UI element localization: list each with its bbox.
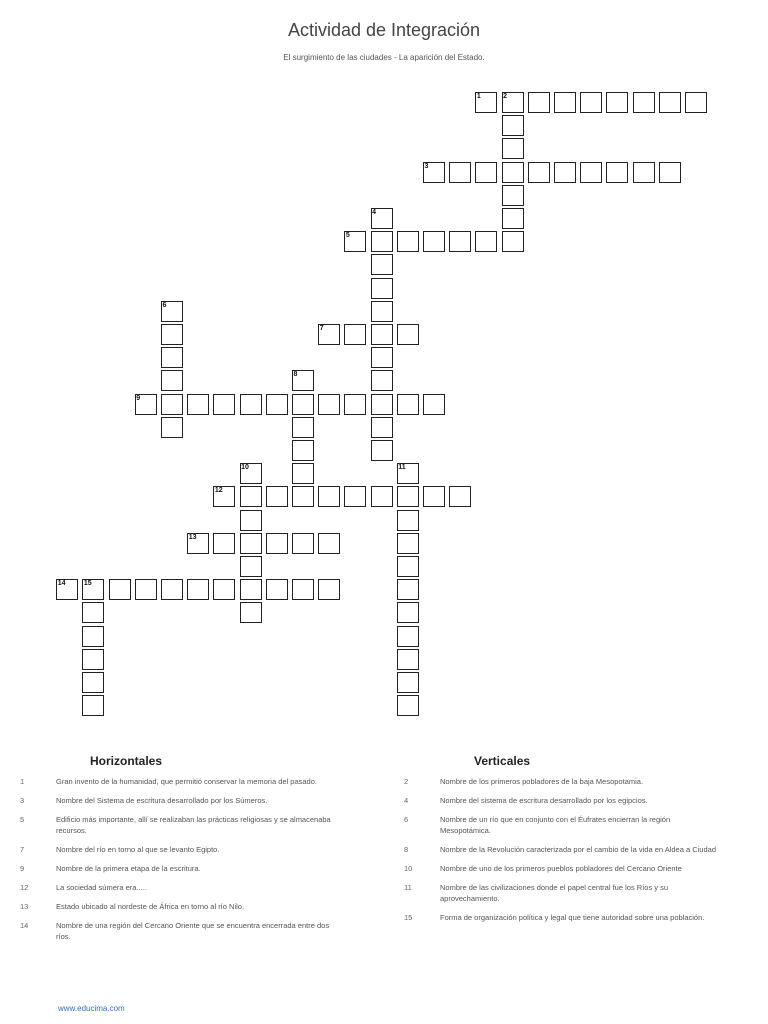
crossword-cell[interactable] (161, 301, 183, 322)
crossword-cell[interactable] (135, 579, 157, 600)
crossword-cell[interactable] (371, 324, 393, 345)
clue-item-number: 1 (20, 777, 25, 786)
crossword-cell[interactable] (82, 602, 104, 623)
clue-number: 6 (162, 301, 167, 309)
clue-item (392, 863, 722, 874)
crossword-cell[interactable] (161, 324, 183, 345)
crossword-cell[interactable] (318, 533, 340, 554)
clue-item-number: 4 (404, 796, 409, 805)
clue-number: 7 (319, 325, 324, 332)
crossword-cell[interactable] (292, 486, 314, 507)
clue-item-number: 15 (404, 913, 413, 922)
clue-item-number: 10 (404, 864, 413, 873)
crossword-cell[interactable] (240, 533, 262, 554)
crossword-cell[interactable] (502, 185, 524, 206)
crossword-cell[interactable] (161, 417, 183, 438)
clue-item-text: Nombre de una región del Cercano Oriente que se encuentra encerrada entre dos ríos. (56, 921, 330, 941)
clue-item-text: Nombre de las civilizaciones donde el papel central fue los Ríos y su aprovechamiento. (440, 883, 669, 903)
crossword-cell[interactable] (82, 672, 104, 693)
crossword-cell[interactable] (187, 579, 209, 600)
clue-number: 9 (136, 394, 141, 402)
crossword-cell[interactable] (292, 463, 314, 484)
crossword-cell[interactable] (397, 533, 419, 554)
crossword-cell[interactable] (528, 162, 550, 183)
crossword-cell[interactable] (344, 486, 366, 507)
crossword-cell[interactable] (344, 394, 366, 415)
crossword-cell[interactable] (659, 92, 681, 113)
crossword-cell[interactable] (397, 394, 419, 415)
clue-item-number: 11 (404, 883, 412, 892)
crossword-cell[interactable] (606, 92, 628, 113)
crossword-cell[interactable] (449, 486, 471, 507)
clue-item-number: 8 (404, 845, 409, 854)
clue-item-text: La sociedad súmera era..... (56, 883, 147, 892)
crossword-cell[interactable] (371, 278, 393, 299)
crossword-cell[interactable] (371, 486, 393, 507)
clue-item-number: 9 (20, 864, 25, 873)
crossword-cell[interactable] (266, 394, 288, 415)
crossword-cell[interactable] (397, 463, 419, 484)
crossword-cell[interactable] (397, 672, 419, 693)
across-heading: Horizontales (90, 754, 163, 768)
clue-item (8, 882, 338, 893)
crossword-cell[interactable] (423, 231, 445, 252)
crossword-cell[interactable] (318, 324, 340, 345)
crossword-cell[interactable] (292, 394, 314, 415)
crossword-cell[interactable] (292, 370, 314, 391)
clue-number: 12 (214, 487, 223, 495)
crossword-cell[interactable] (266, 579, 288, 600)
crossword-cell[interactable] (213, 486, 235, 507)
crossword-cell[interactable] (240, 486, 262, 507)
clue-number: 2 (503, 93, 507, 100)
crossword-cell[interactable] (82, 695, 104, 716)
crossword-cell[interactable] (397, 510, 419, 531)
crossword-cell[interactable] (502, 231, 524, 252)
clue-item (8, 795, 338, 806)
clue-number: 3 (424, 162, 429, 170)
crossword-cell[interactable] (371, 208, 393, 229)
clue-item-number: 7 (20, 845, 25, 854)
crossword-cell[interactable] (397, 649, 419, 670)
crossword-cell[interactable] (187, 533, 209, 554)
down-clue-list (392, 776, 722, 931)
crossword-cell[interactable] (371, 231, 393, 252)
crossword-cell[interactable] (397, 626, 419, 647)
crossword-cell[interactable] (685, 92, 707, 113)
clue-number: 11 (398, 464, 406, 472)
crossword-cell[interactable] (606, 162, 628, 183)
crossword-cell[interactable] (371, 394, 393, 415)
clue-item-text: Gran invento de la humanidad, que permitió conservar la memoria del pasado. (56, 777, 317, 786)
crossword-cell[interactable] (502, 92, 524, 113)
page-subtitle: El surgimiento de las ciudades - La aparición del Estado. (283, 53, 485, 62)
clue-number: 10 (241, 464, 249, 472)
clue-item (8, 814, 338, 836)
crossword-cell[interactable] (371, 417, 393, 438)
crossword-cell[interactable] (240, 394, 262, 415)
crossword-cell[interactable] (56, 579, 78, 600)
clue-item-number: 5 (20, 815, 25, 824)
crossword-cell[interactable] (554, 162, 576, 183)
crossword-cell[interactable] (344, 231, 366, 252)
crossword-cell[interactable] (502, 115, 524, 136)
clue-item-text: Nombre de la Revolución caracterizada por el cambio de la vida en Aldea a Ciudad (440, 845, 716, 854)
crossword-cell[interactable] (82, 649, 104, 670)
clue-item (392, 882, 722, 904)
clue-number: 8 (293, 371, 298, 379)
crossword-cell[interactable] (240, 602, 262, 623)
clue-item (8, 863, 338, 874)
clue-number: 4 (372, 209, 376, 216)
crossword-cell[interactable] (266, 533, 288, 554)
crossword-cell[interactable] (371, 301, 393, 322)
crossword-cell[interactable] (240, 579, 262, 600)
crossword-cell[interactable] (659, 162, 681, 183)
crossword-cell[interactable] (161, 394, 183, 415)
crossword-cell[interactable] (82, 626, 104, 647)
crossword-cell[interactable] (397, 324, 419, 345)
clue-item-text: Estado ubicado al nordeste de África en torno al río Nilo. (56, 902, 245, 911)
crossword-cell[interactable] (344, 324, 366, 345)
footer-link[interactable]: www.educima.com (58, 1004, 125, 1013)
clue-item-text: Nombre del sistema de escritura desarrollado por los egipcios. (440, 796, 648, 805)
crossword-cell[interactable] (161, 347, 183, 368)
clue-number: 15 (83, 580, 92, 588)
crossword-cell[interactable] (161, 579, 183, 600)
crossword-cell[interactable] (580, 92, 602, 113)
crossword-cell[interactable] (240, 463, 262, 484)
crossword-cell[interactable] (109, 579, 131, 600)
crossword-cell[interactable] (397, 695, 419, 716)
clue-item-text: Nombre de un río que en conjunto con el Éufrates encierran la región Mesopotámica. (440, 815, 671, 835)
clue-item-text: Nombre de uno de los primeros pueblos pobladores del Cercano Oriente (440, 864, 682, 873)
across-clue-list (8, 776, 338, 950)
crossword-cell[interactable] (266, 486, 288, 507)
clue-item (392, 776, 722, 787)
crossword-cell[interactable] (292, 417, 314, 438)
clue-item-number: 6 (404, 815, 409, 824)
crossword-cell[interactable] (371, 254, 393, 275)
crossword-cell[interactable] (397, 602, 419, 623)
clue-item (8, 844, 338, 855)
crossword-cell[interactable] (371, 370, 393, 391)
crossword-cell[interactable] (371, 347, 393, 368)
crossword-cell[interactable] (213, 394, 235, 415)
clue-item (8, 776, 338, 787)
page-title: Actividad de Integración (287, 20, 481, 40)
down-heading: Verticales (474, 754, 531, 768)
crossword-cell[interactable] (449, 231, 471, 252)
crossword-cell[interactable] (397, 486, 419, 507)
clue-item (8, 920, 338, 942)
crossword-cell[interactable] (528, 92, 550, 113)
crossword-cell[interactable] (397, 556, 419, 577)
clue-number: 14 (57, 580, 66, 588)
crossword-cell[interactable] (475, 92, 497, 113)
crossword-cell[interactable] (423, 486, 445, 507)
crossword-cell[interactable] (423, 394, 445, 415)
crossword-cell[interactable] (423, 162, 445, 183)
clue-number: 5 (345, 232, 350, 240)
crossword-cell[interactable] (318, 394, 340, 415)
crossword-cell[interactable] (502, 208, 524, 229)
crossword-cell[interactable] (475, 162, 497, 183)
crossword-cell[interactable] (397, 231, 419, 252)
crossword-cell[interactable] (318, 579, 340, 600)
clue-item-number: 13 (20, 902, 29, 911)
clue-item (392, 844, 722, 855)
crossword-cell[interactable] (187, 394, 209, 415)
crossword-cell[interactable] (633, 92, 655, 113)
crossword-cell[interactable] (371, 440, 393, 461)
crossword-cell[interactable] (554, 92, 576, 113)
crossword-cell[interactable] (82, 579, 104, 600)
crossword-cell[interactable] (292, 533, 314, 554)
crossword-cell[interactable] (633, 162, 655, 183)
crossword-cell[interactable] (213, 579, 235, 600)
clue-number: 13 (188, 533, 197, 541)
clue-item (8, 901, 338, 912)
crossword-cell[interactable] (502, 162, 524, 183)
clue-item-text: Forma de organización política y legal que tiene autoridad sobre una población. (440, 913, 705, 922)
clue-item-text: Nombre del río en torno al que se levanto Egipto. (56, 845, 220, 854)
crossword-cell[interactable] (318, 486, 340, 507)
clue-item-number: 2 (404, 777, 409, 786)
clue-number: 1 (476, 93, 481, 100)
crossword-cell[interactable] (240, 510, 262, 531)
clue-item-text: Nombre de los primeros pobladores de la baja Mesopotamia. (440, 777, 644, 786)
crossword-cell[interactable] (292, 440, 314, 461)
crossword-cell[interactable] (213, 533, 235, 554)
clue-item-text: Nombre de la primera etapa de la escritura. (56, 864, 201, 873)
crossword-cell[interactable] (135, 394, 157, 415)
clue-item-number: 14 (20, 921, 29, 930)
clue-item (392, 814, 722, 836)
clue-item-number: 3 (20, 796, 25, 805)
crossword-cell[interactable] (449, 162, 471, 183)
clue-item (392, 795, 722, 806)
crossword-cell[interactable] (240, 556, 262, 577)
crossword-cell[interactable] (161, 370, 183, 391)
crossword-cell[interactable] (292, 579, 314, 600)
crossword-cell[interactable] (397, 579, 419, 600)
clue-item (392, 912, 722, 923)
crossword-cell[interactable] (580, 162, 602, 183)
clue-item-number: 12 (20, 883, 29, 892)
crossword-cell[interactable] (475, 231, 497, 252)
clue-item-text: Edificio más importante, allí se realizaban las prácticas religiosas y se almacenaba recursos. (56, 815, 331, 835)
crossword-cell[interactable] (502, 138, 524, 159)
clue-item-text: Nombre del Sistema de escritura desarrollado por los Súmeros. (56, 796, 268, 805)
